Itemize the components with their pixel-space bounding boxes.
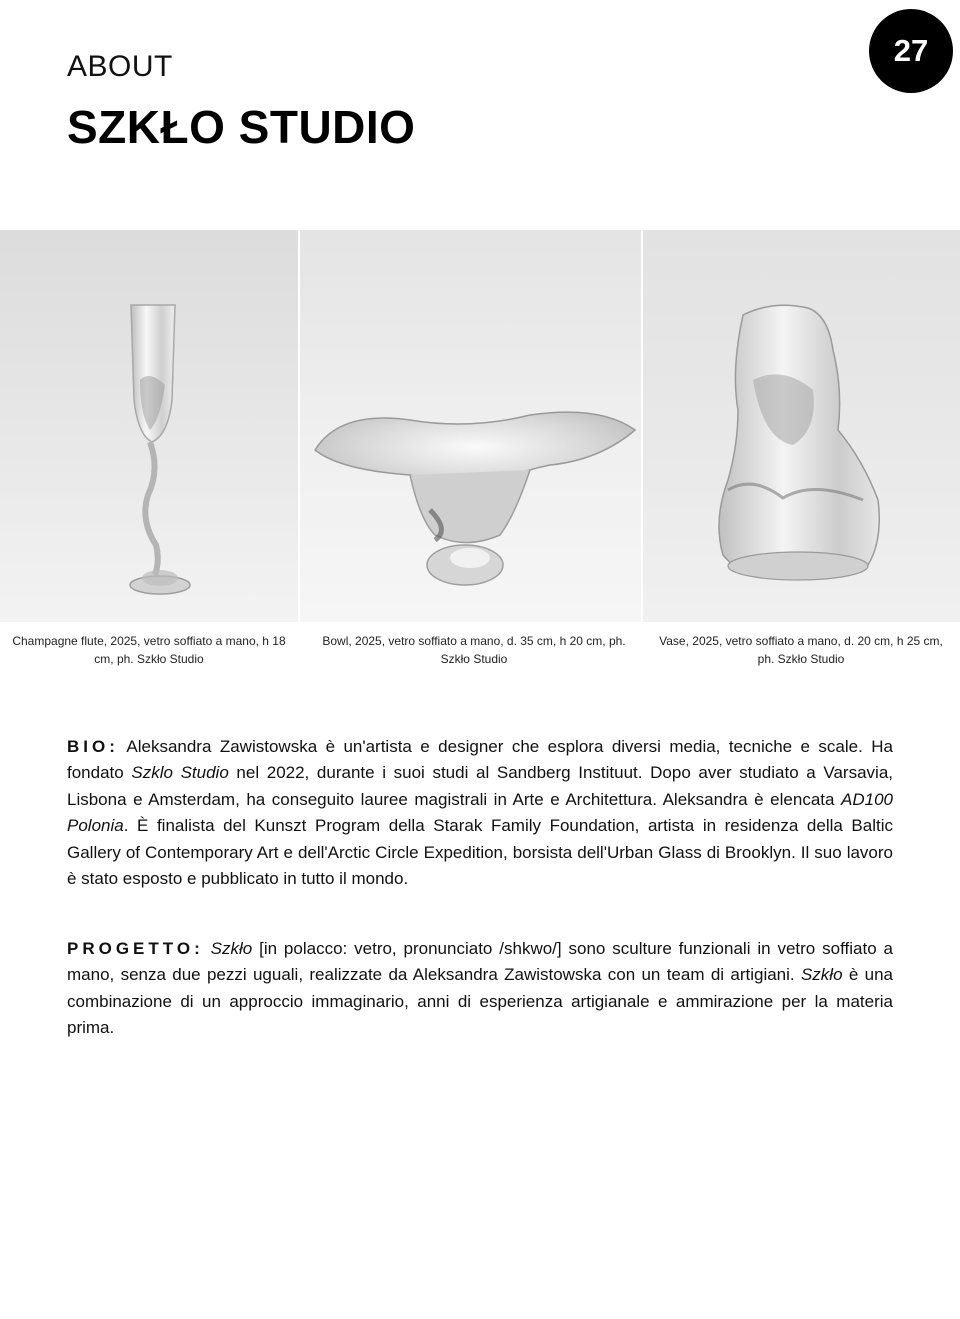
bio-ad100: AD100 Polonia [67,789,893,836]
bio-label: BIO: [67,737,119,756]
progetto-label: PROGETTO: [67,939,204,958]
progetto-paragraph [67,936,893,1042]
progetto-szklo-1: Szkło [210,939,253,958]
photo-bowl [300,230,641,622]
bio-text-2: nel 2022, durante i suoi studi al Sandberg Instituut. Dopo aver studiato a Varsavia, Lisbona e Amsterdam, ha conseguito lauree magistrali in Arte e Architettura. Aleksandra è elencata [67,763,893,809]
photo-champagne-flute [0,230,298,622]
bio-text-1: Aleksandra Zawistowska è un'artista e designer che esplora diversi media, tecniche e scale. Ha fondato [67,737,893,783]
progetto-text-1: [in polacco: vetro, pronunciato /shkwo/] sono sculture funzionali in vetro soffiato a mano, senza due pezzi uguali, realizzate da Aleksandra Zawistowska con un team di artigiani. [67,939,893,985]
page-title: SZKŁO STUDIO [67,101,416,153]
bio-paragraph [67,734,893,892]
caption-champagne-flute: Champagne flute, 2025, vetro soffiato a mano, h 18 cm, ph. Szkło Studio [12,634,286,666]
bio-studio-name: Szklo Studio [131,763,229,783]
photo-vase [643,230,960,622]
page-number-badge: 27 [869,9,953,93]
bio-text-3: . È finalista del Kunszt Program della Starak Family Foundation, artista in residenza della Baltic Gallery of Contemporary Art e dell'Arctic Circle Expedition, borsista dell'Urban Glass di Brooklyn. Il suo lavoro è stato esposto e pubblicato in tutto il mondo. [67,816,893,889]
page-kicker: ABOUT [67,50,173,83]
photo-strip [0,230,960,622]
caption-vase: Vase, 2025, vetro soffiato a mano, d. 20 cm, h 25 cm, ph. Szkło Studio [659,634,943,666]
caption-bowl: Bowl, 2025, vetro soffiato a mano, d. 35 cm, h 20 cm, ph. Szkło Studio [322,634,626,666]
progetto-szklo-2: Szkło [800,965,843,985]
progetto-text-2: è una combinazione di un approccio immaginario, anni di esperienza artigianale e ammirazione per la materia prima. [67,965,894,1038]
